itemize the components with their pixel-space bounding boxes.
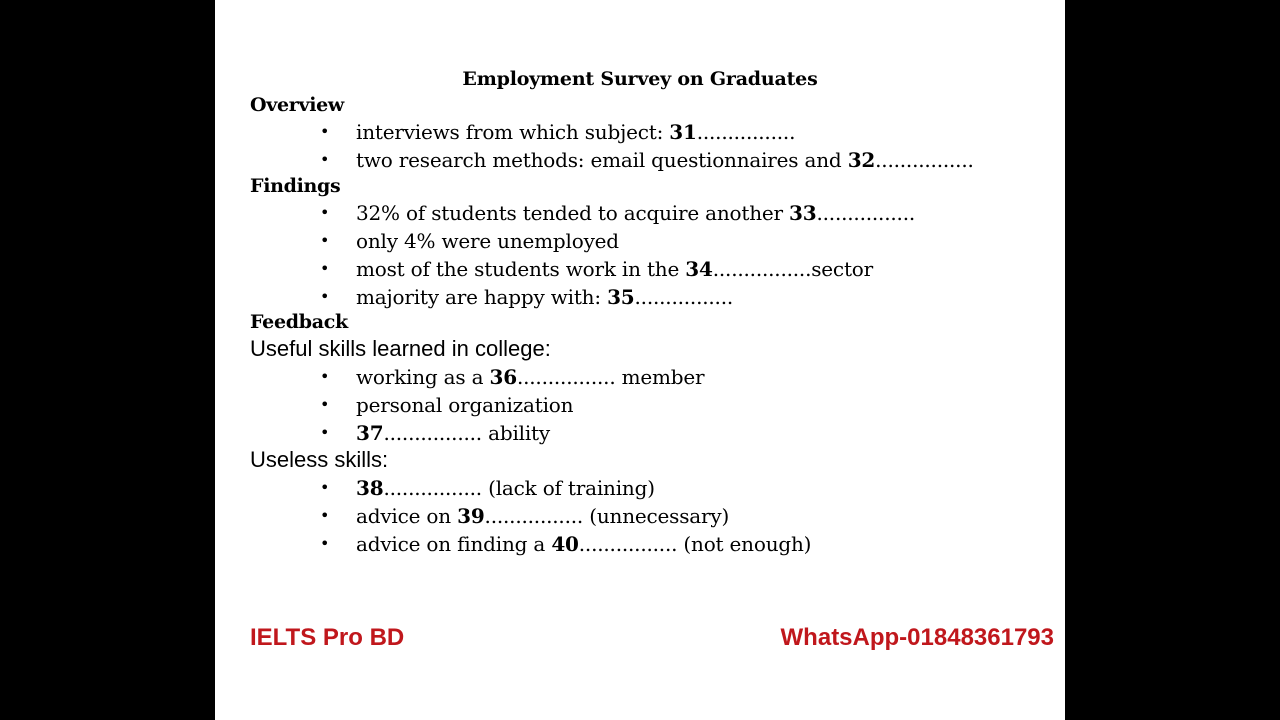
section-heading-feedback: Feedback bbox=[250, 311, 348, 333]
bullet-icon: • bbox=[320, 423, 330, 442]
list-item: • 32% of students tended to acquire another 33................ bbox=[320, 201, 916, 225]
whatsapp-contact: WhatsApp-01848361793 bbox=[780, 624, 1054, 651]
list-item: • advice on 39................ (unnecessary) bbox=[320, 504, 730, 528]
document-page bbox=[215, 0, 1065, 720]
bullet-icon: • bbox=[320, 534, 330, 553]
bullet-icon: • bbox=[320, 287, 330, 306]
list-item: • working as a 36................ member bbox=[320, 365, 705, 389]
bullet-icon: • bbox=[320, 395, 330, 414]
list-item: • 37................ ability bbox=[320, 421, 550, 445]
list-item: • majority are happy with: 35................ bbox=[320, 285, 734, 309]
bullet-icon: • bbox=[320, 478, 330, 497]
bullet-icon: • bbox=[320, 367, 330, 386]
list-item: • only 4% were unemployed bbox=[320, 229, 619, 253]
list-item: • two research methods: email questionnaires and 32................ bbox=[320, 148, 974, 172]
bullet-icon: • bbox=[320, 259, 330, 278]
page-title: Employment Survey on Graduates bbox=[462, 68, 818, 90]
section-heading-findings: Findings bbox=[250, 175, 341, 197]
bullet-icon: • bbox=[320, 231, 330, 250]
brand-label: IELTS Pro BD bbox=[250, 624, 405, 651]
bullet-icon: • bbox=[320, 203, 330, 222]
list-item: • interviews from which subject: 31................ bbox=[320, 120, 796, 144]
list-item: • personal organization bbox=[320, 393, 574, 417]
list-item: • most of the students work in the 34................sector bbox=[320, 257, 873, 281]
list-item: • advice on finding a 40................ (not enough) bbox=[320, 532, 812, 556]
section-heading-overview: Overview bbox=[250, 94, 344, 116]
bullet-icon: • bbox=[320, 122, 330, 141]
bullet-icon: • bbox=[320, 506, 330, 525]
bullet-icon: • bbox=[320, 150, 330, 169]
list-item: • 38................ (lack of training) bbox=[320, 476, 655, 500]
useful-skills-label: Useful skills learned in college: bbox=[250, 336, 551, 361]
useless-skills-label: Useless skills: bbox=[250, 447, 389, 472]
